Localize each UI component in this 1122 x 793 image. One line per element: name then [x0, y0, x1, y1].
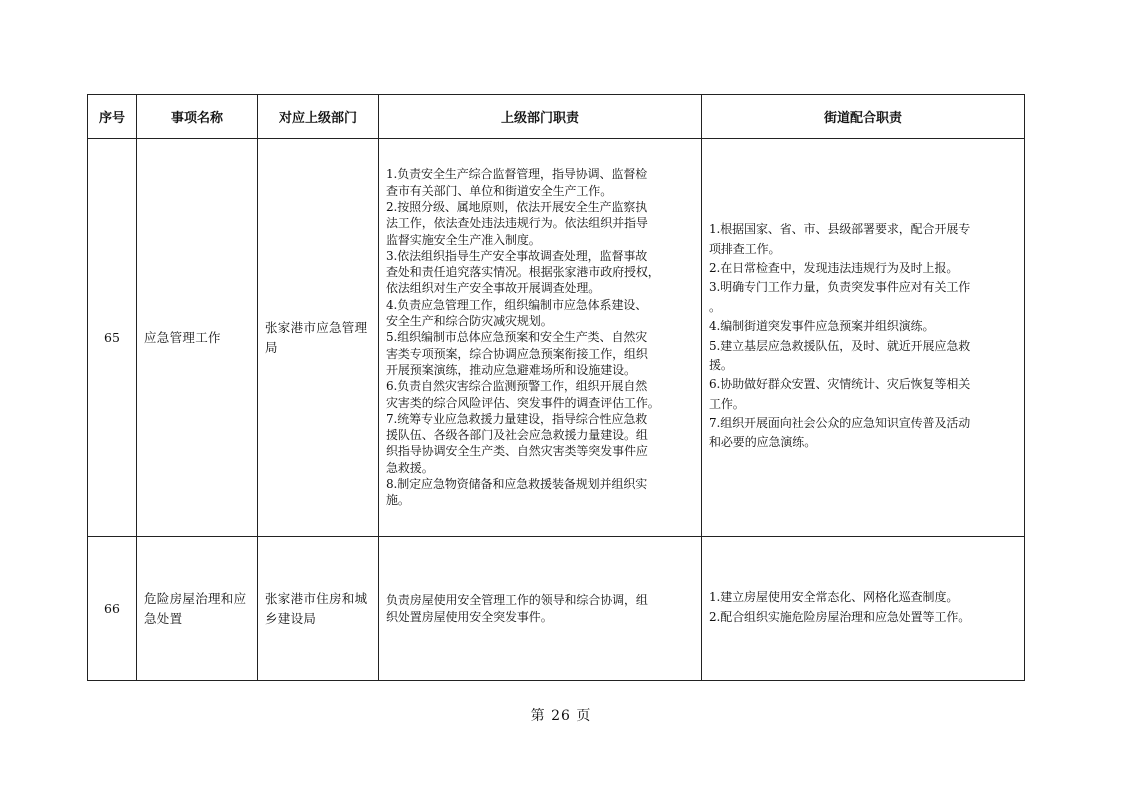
coop-line: 6.协助做好群众安置、灾情统计、灾后恢复等相关	[709, 377, 971, 392]
duty-line: 援队伍、各级各部门及社会应急救援力量建设。组	[386, 428, 648, 443]
coop-line: 3.明确专门工作力量，负责突发事件应对有关工作	[709, 280, 971, 295]
superior-duty	[379, 139, 702, 537]
header-row	[88, 95, 1025, 139]
coop-line: 援。	[709, 357, 733, 372]
superior-dept: 张家港市住房和城乡建设局	[258, 537, 379, 681]
street-coop-duty	[702, 537, 1025, 681]
coop-line: 2.在日常检查中，发现违法违规行为及时上报。	[709, 260, 959, 275]
duty-line: 6.负责自然灾害综合监测预警工作，组织开展自然	[386, 379, 648, 394]
superior-dept: 张家港市应急管理局	[258, 139, 379, 537]
duty-table	[87, 94, 1025, 681]
coop-line: 7.组织开展面向社会公众的应急知识宣传普及活动	[709, 416, 971, 431]
coop-line: 工作。	[709, 396, 745, 411]
duty-line: 3.依法组织指导生产安全事故调查处理，监督事故	[386, 248, 648, 263]
duty-line: 织处置房屋使用安全突发事件。	[386, 609, 553, 624]
duty-line: 织指导协调安全生产类、自然灾害类等突发事件应	[386, 444, 648, 459]
coop-line: 2.配合组织实施危险房屋治理和应急处置等工作。	[709, 609, 971, 624]
page-number: 第 26 页	[530, 708, 592, 724]
header-seq: 序号	[88, 95, 137, 139]
duty-line: 负责房屋使用安全管理工作的领导和综合协调，组	[386, 593, 648, 608]
duty-line: 法工作，依法查处违法违规行为。依法组织并指导	[386, 216, 648, 231]
duty-line: 8.制定应急物资储备和应急救援装备规划并组织实	[386, 477, 648, 492]
duty-line: 施。	[386, 493, 410, 508]
row-number: 66	[88, 537, 137, 681]
duty-line: 安全生产和综合防灾减灾规划。	[386, 314, 553, 329]
duty-line: 害类专项预案，综合协调应急预案衔接工作，组织	[386, 346, 648, 361]
duty-line: 开展预案演练，推动应急避难场所和设施建设。	[386, 362, 636, 377]
duty-line: 7.统筹专业应急救援力量建设，指导综合性应急救	[386, 411, 648, 426]
item-name: 应急管理工作	[137, 139, 258, 537]
duty-line: 2.按照分级、属地原则，依法开展安全生产监察执	[386, 199, 648, 214]
header-item-name: 事项名称	[137, 95, 258, 139]
duty-line: 监督实施安全生产准入制度。	[386, 232, 541, 247]
table-row	[88, 537, 1025, 681]
duty-line: 4.负责应急管理工作，组织编制市应急体系建设、	[386, 297, 648, 312]
coop-line: 1.根据国家、省、市、县级部署要求，配合开展专	[709, 222, 971, 237]
row-number: 65	[88, 139, 137, 537]
duty-line: 急救援。	[386, 460, 434, 475]
coop-line: 项排查工作。	[709, 241, 781, 256]
duty-line: 1.负责安全生产综合监督管理，指导协调、监督检	[386, 167, 648, 182]
duty-line: 依法组织对生产安全事故开展调查处理。	[386, 281, 601, 296]
coop-line: 1.建立房屋使用安全常态化、网格化巡查制度。	[709, 590, 959, 605]
item-name: 危险房屋治理和应急处置	[137, 537, 258, 681]
header-superior-duty: 上级部门职责	[379, 95, 702, 139]
coop-line: 4.编制街道突发事件应急预案并组织演练。	[709, 319, 935, 334]
street-coop-duty	[702, 139, 1025, 537]
table-row	[88, 139, 1025, 537]
duty-line: 灾害类的综合风险评估、突发事件的调查评估工作。	[386, 395, 660, 410]
duty-line: 查处和责任追究落实情况。根据张家港市政府授权，	[386, 265, 660, 280]
duty-line: 5.组织编制市总体应急预案和安全生产类、自然灾	[386, 330, 648, 345]
coop-line: 。	[709, 299, 721, 314]
duty-line: 查市有关部门、单位和街道安全生产工作。	[386, 183, 613, 198]
coop-line: 5.建立基层应急救援队伍，及时、就近开展应急救	[709, 338, 971, 353]
header-street-coop-duty: 街道配合职责	[702, 95, 1025, 139]
superior-duty	[379, 537, 702, 681]
coop-line: 和必要的应急演练。	[709, 435, 817, 450]
header-superior-dept: 对应上级部门	[258, 95, 379, 139]
